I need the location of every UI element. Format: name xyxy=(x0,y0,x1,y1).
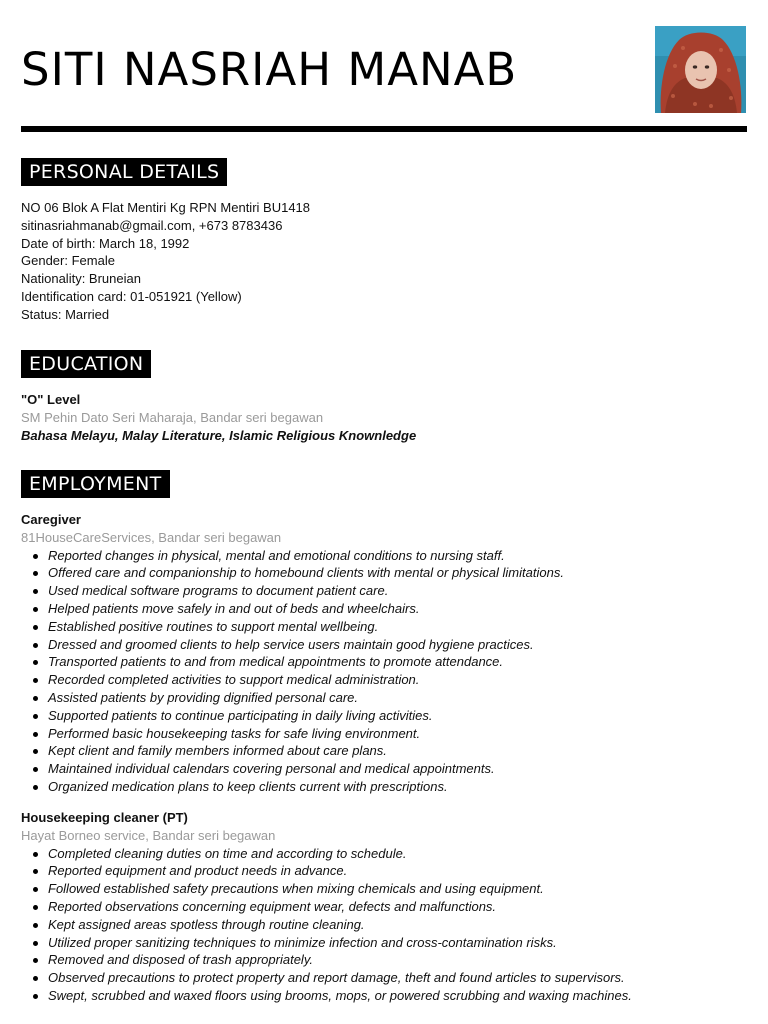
duty-item: Kept assigned areas spotless through routine cleaning. xyxy=(21,916,751,934)
header-divider xyxy=(21,126,747,132)
personal-details-heading: PERSONAL DETAILS xyxy=(21,158,227,186)
duty-item: Established positive routines to support mental wellbeing. xyxy=(21,618,751,636)
profile-photo-image xyxy=(655,26,746,113)
education-title: "O" Level xyxy=(21,392,81,407)
duty-item: Followed established safety precautions when mixing chemicals and using equipment. xyxy=(21,880,751,898)
duty-item: Swept, scrubbed and waxed floors using brooms, mops, or powered scrubbing and waxing machines. xyxy=(21,987,751,1005)
duty-item: Supported patients to continue participating in daily living activities. xyxy=(21,707,751,725)
duty-item: Performed basic housekeeping tasks for safe living environment. xyxy=(21,725,751,743)
marital-status: Status: Married xyxy=(21,306,110,322)
identification-card: Identification card: 01-051921 (Yellow) xyxy=(21,288,242,304)
duty-item: Kept client and family members informed about care plans. xyxy=(21,742,751,760)
duty-item: Recorded completed activities to support medical administration. xyxy=(21,671,751,689)
duty-item: Organized medication plans to keep clients current with prescriptions. xyxy=(21,778,751,796)
job-duties-list xyxy=(21,547,751,796)
duty-item: Dressed and groomed clients to help service users maintain good hygiene practices. xyxy=(21,636,751,654)
job-duties-list xyxy=(21,845,751,1005)
nationality: Nationality: Bruneian xyxy=(21,271,141,287)
education-subjects: Bahasa Melayu, Malay Literature, Islamic Religious Knownledge xyxy=(21,427,417,443)
duty-item: Completed cleaning duties on time and according to schedule. xyxy=(21,845,751,863)
duty-item: Observed precautions to protect property and report damage, theft and found articles to supervisors. xyxy=(21,969,751,987)
job-company: 81HouseCareServices, Bandar seri begawan xyxy=(21,529,282,545)
applicant-name: SITI NASRIAH MANAB xyxy=(21,43,518,96)
job-entry xyxy=(21,511,751,796)
duty-item: Helped patients move safely in and out of beds and wheelchairs. xyxy=(21,600,751,618)
profile-photo xyxy=(655,26,746,113)
gender: Gender: Female xyxy=(21,253,115,269)
duty-item: Assisted patients by providing dignified personal care. xyxy=(21,689,751,707)
contact-line: sitinasriahmanab@gmail.com, +673 8783436 xyxy=(21,217,283,233)
education-heading: EDUCATION xyxy=(21,350,151,378)
duty-item: Offered care and companionship to homebound clients with mental or physical limitations. xyxy=(21,564,751,582)
duty-item: Used medical software programs to document patient care. xyxy=(21,582,751,600)
job-title: Housekeeping cleaner (PT) xyxy=(21,810,188,825)
employment-heading: EMPLOYMENT xyxy=(21,470,170,498)
job-title: Caregiver xyxy=(21,512,81,527)
duty-item: Removed and disposed of trash appropriately. xyxy=(21,951,751,969)
education-section xyxy=(21,391,751,444)
duty-item: Transported patients to and from medical appointments to promote attendance. xyxy=(21,653,751,671)
duty-item: Reported equipment and product needs in advance. xyxy=(21,862,751,880)
job-company: Hayat Borneo service, Bandar seri begawan xyxy=(21,827,276,843)
date-of-birth: Date of birth: March 18, 1992 xyxy=(21,235,190,251)
education-school: SM Pehin Dato Seri Maharaja, Bandar seri begawan xyxy=(21,409,324,425)
job-entry xyxy=(21,809,751,1005)
address-line: NO 06 Blok A Flat Mentiri Kg RPN Mentiri BU1418 xyxy=(21,200,311,215)
duty-item: Reported changes in physical, mental and emotional conditions to nursing staff. xyxy=(21,547,751,565)
duty-item: Reported observations concerning equipment wear, defects and malfunctions. xyxy=(21,898,751,916)
duty-item: Maintained individual calendars covering personal and medical appointments. xyxy=(21,760,751,778)
personal-details-section xyxy=(21,199,751,324)
duty-item: Utilized proper sanitizing techniques to minimize infection and cross-contamination risks. xyxy=(21,934,751,952)
